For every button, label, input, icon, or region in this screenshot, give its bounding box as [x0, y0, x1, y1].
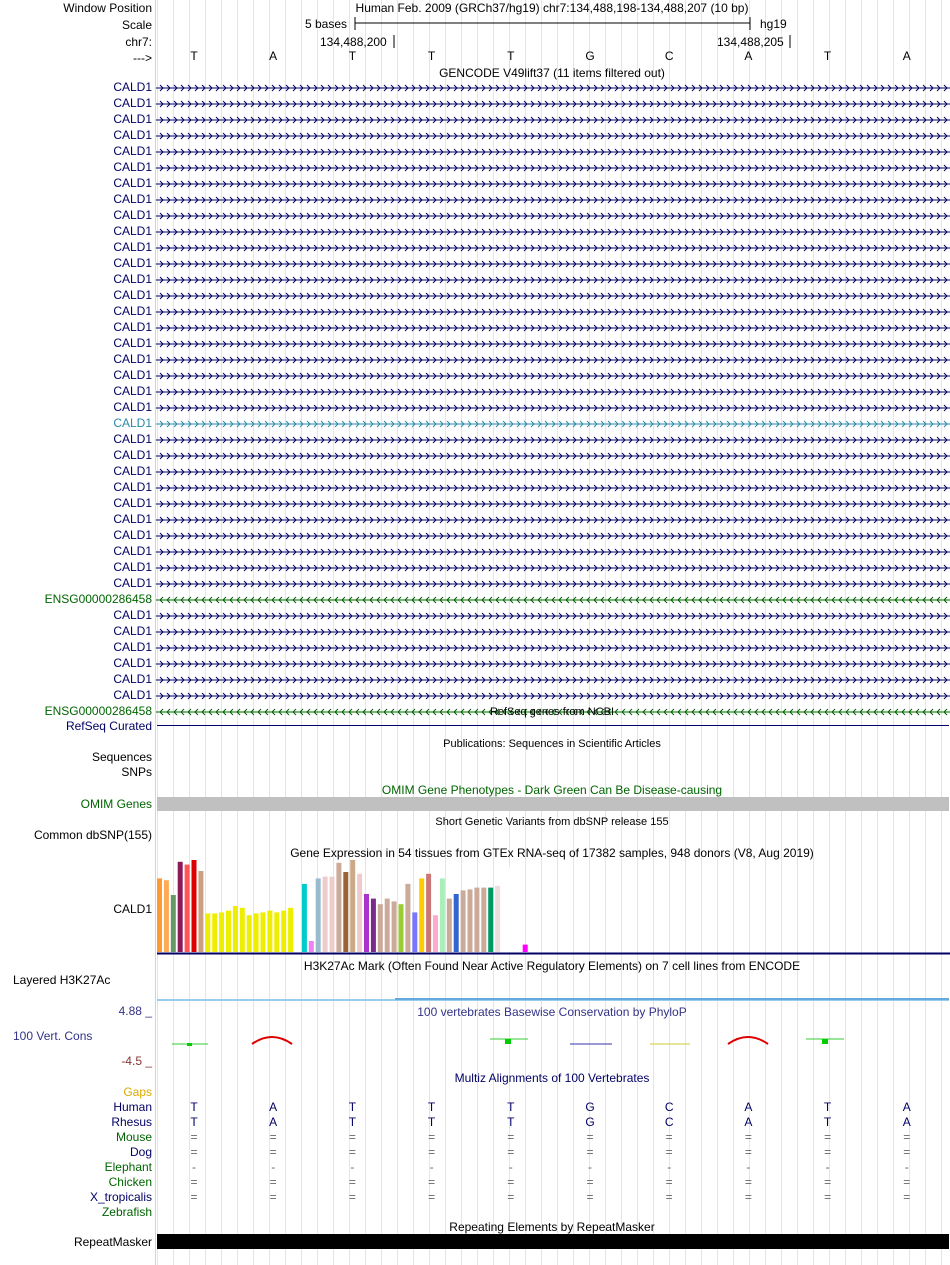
reference-base: A: [269, 49, 278, 63]
alignment-base: T: [507, 1100, 515, 1114]
gencode-row-label[interactable]: CALD1: [113, 624, 152, 638]
alignment-base: =: [269, 1145, 277, 1159]
alignment-base: -: [746, 1160, 751, 1174]
alignment-base: =: [586, 1190, 594, 1204]
gencode-row-label[interactable]: CALD1: [113, 80, 152, 94]
scale-text: 5 bases: [305, 17, 348, 31]
repeatmasker-bar[interactable]: [157, 1234, 949, 1249]
pubs-title[interactable]: Publications: Sequences in Scientific Articles: [443, 738, 661, 750]
gencode-row-label[interactable]: CALD1: [113, 208, 152, 222]
gencode-row-label[interactable]: CALD1: [113, 144, 152, 158]
alignment-base: A: [269, 1115, 278, 1129]
gaps-label[interactable]: Gaps: [123, 1085, 152, 1099]
alignment-base: =: [507, 1130, 515, 1144]
gencode-row-label[interactable]: ENSG00000286458: [44, 704, 152, 718]
phylop-min: -4.5 _: [121, 1054, 152, 1068]
gencode-row-label[interactable]: CALD1: [113, 272, 152, 286]
alignment-base: =: [824, 1145, 832, 1159]
alignment-base: C: [664, 1115, 674, 1129]
alignment-base: -: [825, 1160, 830, 1174]
species-label[interactable]: Zebrafish: [101, 1205, 152, 1219]
alignment-base: T: [507, 1115, 515, 1129]
alignment-base: =: [190, 1190, 198, 1204]
alignment-base: =: [744, 1145, 752, 1159]
alignment-base: =: [507, 1145, 515, 1159]
reference-base: T: [190, 49, 198, 63]
reference-base: T: [427, 49, 436, 63]
position-right: 134,488,205: [717, 35, 784, 49]
phylop-max: 4.88 _: [118, 1004, 152, 1018]
gencode-row-label[interactable]: CALD1: [113, 112, 152, 126]
scale-db: hg19: [760, 17, 787, 31]
species-label[interactable]: Dog: [129, 1145, 152, 1159]
gtex-label[interactable]: CALD1: [113, 902, 152, 916]
reference-base: A: [744, 49, 753, 63]
gencode-row-label[interactable]: CALD1: [113, 336, 152, 350]
gencode-row-label[interactable]: CALD1: [113, 640, 152, 654]
alignment-base: =: [744, 1130, 752, 1144]
dbsnp-label[interactable]: Common dbSNP(155): [33, 828, 152, 842]
reference-base: T: [348, 49, 357, 63]
gencode-row-label[interactable]: CALD1: [113, 496, 152, 510]
alignment-base: =: [348, 1190, 356, 1204]
omim-label[interactable]: OMIM Genes: [80, 797, 152, 811]
alignment-base: -: [588, 1160, 592, 1174]
reference-base: G: [585, 49, 595, 63]
gencode-title[interactable]: GENCODE V49lift37 (11 items filtered out): [439, 66, 665, 80]
gencode-row-label[interactable]: CALD1: [113, 576, 152, 590]
alignment-base: A: [744, 1100, 753, 1114]
window-position-label: Window Position: [63, 1, 152, 15]
species-label[interactable]: Rhesus: [111, 1115, 152, 1129]
gencode-row-label[interactable]: CALD1: [113, 176, 152, 190]
gencode-row-label[interactable]: CALD1: [113, 288, 152, 302]
alignment-base: T: [427, 1100, 436, 1114]
repeatmasker-label[interactable]: RepeatMasker: [73, 1235, 152, 1249]
alignment-base: =: [269, 1130, 277, 1144]
alignment-base: =: [507, 1175, 515, 1189]
alignment-base: -: [667, 1160, 672, 1174]
alignment-base: T: [823, 1115, 832, 1129]
gencode-row-label[interactable]: CALD1: [113, 96, 152, 110]
alignment-base: =: [665, 1190, 673, 1204]
alignment-base: -: [350, 1160, 355, 1174]
multiz-title[interactable]: Multiz Alignments of 100 Vertebrates: [454, 1071, 650, 1085]
alignment-base: =: [903, 1190, 911, 1204]
alignment-base: A: [744, 1115, 753, 1129]
alignment-base: -: [904, 1160, 909, 1174]
gencode-row-label[interactable]: CALD1: [113, 672, 152, 686]
dbsnp-title[interactable]: Short Genetic Variants from dbSNP release 155: [435, 816, 669, 828]
alignment-base: =: [428, 1145, 436, 1159]
alignment-base: -: [508, 1160, 513, 1174]
pubs-label-snps[interactable]: SNPs: [121, 765, 152, 779]
position-left: 134,488,200: [320, 35, 387, 49]
gencode-row-label[interactable]: CALD1: [113, 128, 152, 142]
reference-base: C: [664, 49, 674, 63]
gencode-row-label[interactable]: CALD1: [113, 528, 152, 542]
alignment-base: =: [665, 1145, 673, 1159]
gencode-row-label[interactable]: CALD1: [113, 480, 152, 494]
alignment-base: =: [824, 1130, 832, 1144]
alignment-base: =: [665, 1175, 673, 1189]
alignment-base: =: [586, 1130, 594, 1144]
gencode-row-label[interactable]: CALD1: [113, 400, 152, 414]
phylop-title[interactable]: 100 vertebrates Basewise Conservation by PhyloP: [417, 1005, 687, 1019]
alignment-base: =: [824, 1175, 832, 1189]
gencode-row-label[interactable]: CALD1: [113, 384, 152, 398]
gencode-row-label[interactable]: CALD1: [113, 352, 152, 366]
gencode-row-label[interactable]: CALD1: [113, 656, 152, 670]
species-label[interactable]: X_tropicalis: [89, 1190, 152, 1204]
phylop-label[interactable]: 100 Vert. Cons: [13, 1029, 93, 1043]
alignment-base: G: [585, 1100, 595, 1114]
alignment-base: A: [902, 1115, 911, 1129]
alignment-base: G: [585, 1115, 595, 1129]
repeatmasker-title[interactable]: Repeating Elements by RepeatMasker: [449, 1220, 655, 1234]
alignment-base: =: [428, 1175, 436, 1189]
alignment-base: =: [269, 1175, 277, 1189]
alignment-base: =: [269, 1190, 277, 1204]
h3k27ac-title[interactable]: H3K27Ac Mark (Often Found Near Active Regulatory Elements) on 7 cell lines from ENCODE: [303, 959, 801, 973]
reference-base: A: [902, 49, 911, 63]
alignment-base: =: [348, 1145, 356, 1159]
gencode-row-label[interactable]: CALD1: [113, 416, 152, 430]
gencode-row-label[interactable]: CALD1: [113, 560, 152, 574]
omim-title[interactable]: OMIM Gene Phenotypes - Dark Green Can Be Disease-causing: [381, 783, 723, 797]
gencode-row-label[interactable]: CALD1: [113, 160, 152, 174]
reference-base: T: [823, 49, 832, 63]
alignment-base: =: [507, 1190, 515, 1204]
alignment-base: =: [586, 1145, 594, 1159]
gencode-row-label[interactable]: CALD1: [113, 512, 152, 526]
gencode-row-label[interactable]: CALD1: [113, 256, 152, 270]
gencode-row-label[interactable]: CALD1: [113, 544, 152, 558]
gencode-row-label[interactable]: CALD1: [113, 304, 152, 318]
species-label[interactable]: Mouse: [115, 1130, 152, 1144]
alignment-base: =: [190, 1175, 198, 1189]
alignment-base: =: [586, 1175, 594, 1189]
alignment-base: =: [348, 1175, 356, 1189]
refseq-label[interactable]: RefSeq Curated: [65, 719, 152, 733]
alignment-base: -: [271, 1160, 276, 1174]
refseq-title[interactable]: RefSeq genes from NCBI: [489, 706, 615, 718]
alignment-base: T: [190, 1115, 198, 1129]
reference-base: T: [507, 49, 515, 63]
h3k27ac-label[interactable]: Layered H3K27Ac: [13, 973, 111, 987]
gencode-row-label[interactable]: CALD1: [113, 224, 152, 238]
assembly-title[interactable]: Human Feb. 2009 (GRCh37/hg19) chr7:134,488,198-134,488,207 (10 bp): [355, 1, 749, 15]
gencode-row-label[interactable]: CALD1: [113, 448, 152, 462]
gencode-row-label[interactable]: CALD1: [113, 320, 152, 334]
chrom-label: chr7:: [125, 35, 152, 49]
alignment-base: T: [823, 1100, 832, 1114]
gencode-row-label[interactable]: CALD1: [113, 192, 152, 206]
gencode-row-label[interactable]: CALD1: [113, 464, 152, 478]
alignment-base: =: [348, 1130, 356, 1144]
alignment-base: =: [903, 1145, 911, 1159]
alignment-base: =: [665, 1130, 673, 1144]
gencode-row-label[interactable]: CALD1: [113, 688, 152, 702]
alignment-base: T: [190, 1100, 198, 1114]
alignment-base: =: [903, 1175, 911, 1189]
alignment-base: =: [190, 1145, 198, 1159]
species-label[interactable]: Human: [113, 1100, 152, 1114]
alignment-base: -: [429, 1160, 434, 1174]
scale-label: Scale: [121, 18, 152, 32]
alignment-base: A: [902, 1100, 911, 1114]
alignment-base: =: [428, 1190, 436, 1204]
alignment-base: T: [348, 1100, 357, 1114]
species-label[interactable]: Chicken: [108, 1175, 152, 1189]
gtex-title[interactable]: Gene Expression in 54 tissues from GTEx RNA-seq of 17382 samples, 948 donors (V8, Aug 2019): [290, 846, 814, 860]
alignment-base: C: [664, 1100, 674, 1114]
gencode-row-label[interactable]: CALD1: [113, 608, 152, 622]
alignment-base: =: [744, 1175, 752, 1189]
alignment-base: =: [428, 1130, 436, 1144]
gencode-row-label[interactable]: ENSG00000286458: [44, 592, 152, 606]
alignment-base: =: [744, 1190, 752, 1204]
alignment-base: =: [190, 1130, 198, 1144]
strand-label: --->: [133, 51, 152, 65]
alignment-base: =: [903, 1130, 911, 1144]
alignment-base: =: [824, 1190, 832, 1204]
species-label[interactable]: Elephant: [104, 1160, 152, 1174]
pubs-label-sequences[interactable]: Sequences: [91, 750, 152, 764]
alignment-base: T: [427, 1115, 436, 1129]
alignment-base: -: [192, 1160, 196, 1174]
gencode-row-label[interactable]: CALD1: [113, 240, 152, 254]
alignment-base: T: [348, 1115, 357, 1129]
gencode-row-label[interactable]: CALD1: [113, 368, 152, 382]
gencode-row-label[interactable]: CALD1: [113, 432, 152, 446]
alignment-base: A: [269, 1100, 278, 1114]
